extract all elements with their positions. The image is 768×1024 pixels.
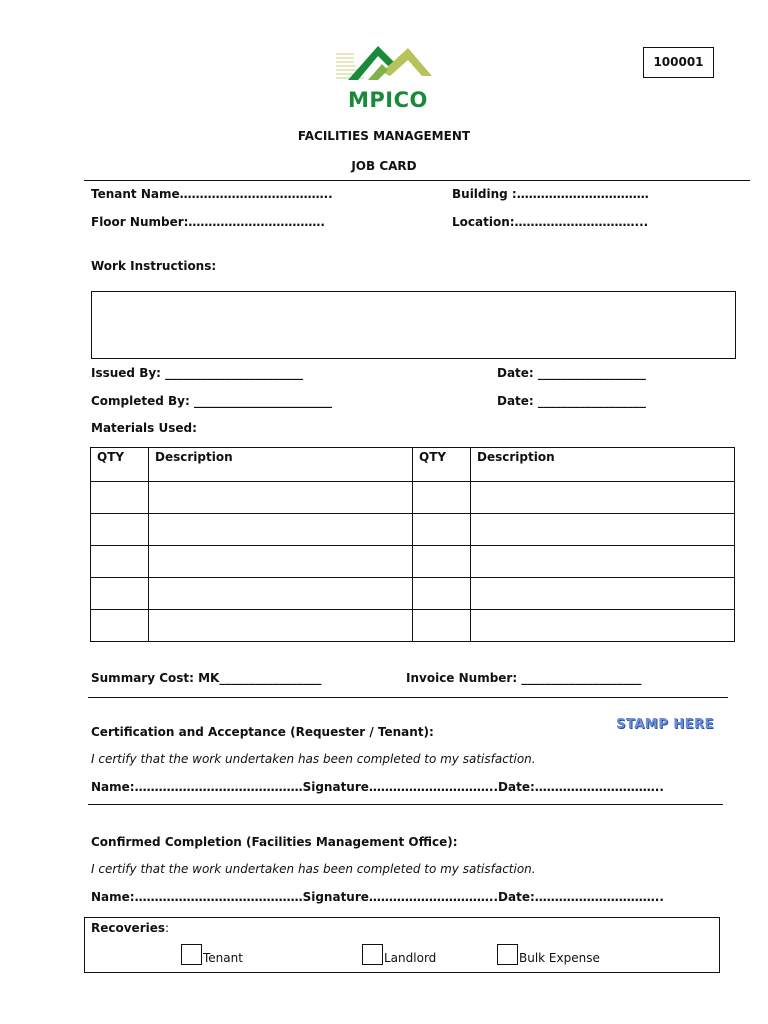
landlord-checkbox[interactable]: [362, 944, 383, 965]
location-field[interactable]: Location:…………………………...: [452, 215, 649, 229]
qty-cell[interactable]: [91, 610, 149, 642]
recoveries-label-wrap: [91, 921, 169, 935]
recoveries-label: Recoveries: [91, 921, 166, 935]
recoveries-box: [84, 917, 720, 973]
qty-cell[interactable]: [413, 546, 471, 578]
table-row: [91, 514, 735, 546]
confirmation-heading: Confirmed Completion (Facilities Management Office):: [91, 835, 458, 849]
materials-table: [90, 447, 735, 642]
qty-header: QTY: [91, 448, 149, 482]
floor-number-field[interactable]: Floor Number:…………………………….: [91, 215, 325, 229]
description-header: Description: [471, 448, 735, 482]
certification-statement: I certify that the work undertaken has been completed to my satisfaction.: [91, 752, 536, 766]
work-instructions-label: Work Instructions:: [91, 259, 217, 273]
qty-cell[interactable]: [413, 482, 471, 514]
description-cell[interactable]: [471, 514, 735, 546]
summary-cost-field[interactable]: Summary Cost: MK_________________: [91, 671, 322, 685]
issued-by-field[interactable]: Issued By: _______________________: [91, 366, 304, 380]
landlord-option[interactable]: [362, 944, 436, 965]
completed-by-field[interactable]: Completed By: _______________________: [91, 394, 332, 408]
materials-header-row: [91, 448, 735, 482]
certification-divider: [88, 804, 723, 805]
description-cell[interactable]: [149, 514, 413, 546]
qty-cell[interactable]: [91, 578, 149, 610]
description-cell[interactable]: [471, 578, 735, 610]
qty-cell[interactable]: [413, 514, 471, 546]
qty-cell[interactable]: [413, 610, 471, 642]
job-number-box: [643, 47, 714, 78]
qty-cell[interactable]: [413, 578, 471, 610]
work-instructions-box[interactable]: [91, 291, 736, 359]
materials-label: Materials Used:: [91, 421, 197, 435]
summary-divider: [88, 697, 728, 698]
form-subtitle: JOB CARD: [351, 159, 417, 173]
job-number: 100001: [653, 55, 704, 69]
logo-text: MPICO: [348, 88, 428, 112]
landlord-option-label: Landlord: [384, 951, 437, 965]
invoice-number-field[interactable]: Invoice Number: ____________________: [406, 671, 642, 685]
form-title: FACILITIES MANAGEMENT: [297, 129, 471, 143]
header-divider: [84, 180, 750, 181]
description-header: Description: [149, 448, 413, 482]
confirmation-signature-line[interactable]: Name:……………………………………Signature…………………………..Date:…………………………..: [91, 890, 664, 904]
table-row: [91, 482, 735, 514]
qty-cell[interactable]: [91, 546, 149, 578]
qty-header: QTY: [413, 448, 471, 482]
description-cell[interactable]: [149, 546, 413, 578]
certification-signature-line[interactable]: Name:……………………………………Signature…………………………..Date:…………………………..: [91, 780, 664, 794]
description-cell[interactable]: [149, 610, 413, 642]
building-field[interactable]: Building :……………………………: [452, 187, 649, 201]
description-cell[interactable]: [471, 610, 735, 642]
confirmation-statement: I certify that the work undertaken has been completed to my satisfaction.: [91, 862, 536, 876]
certification-heading: Certification and Acceptance (Requester / Tenant):: [91, 725, 434, 739]
stamp-here-label: STAMP HERE: [616, 717, 714, 732]
bulk-expense-option[interactable]: [497, 944, 600, 965]
description-cell[interactable]: [471, 546, 735, 578]
tenant-checkbox[interactable]: [181, 944, 202, 965]
roof-logo-icon: [334, 42, 434, 92]
recoveries-colon: :: [165, 921, 170, 935]
description-cell[interactable]: [149, 578, 413, 610]
description-cell[interactable]: [149, 482, 413, 514]
qty-cell[interactable]: [91, 514, 149, 546]
tenant-option-label: Tenant: [203, 951, 243, 965]
table-row: [91, 610, 735, 642]
description-cell[interactable]: [471, 482, 735, 514]
tenant-name-field[interactable]: Tenant Name………………………………..: [91, 187, 333, 201]
issued-date-field[interactable]: Date: __________________: [497, 366, 646, 380]
completed-date-field[interactable]: Date: __________________: [497, 394, 646, 408]
qty-cell[interactable]: [91, 482, 149, 514]
bulk-expense-option-label: Bulk Expense: [519, 951, 600, 965]
table-row: [91, 578, 735, 610]
tenant-option[interactable]: [181, 944, 243, 965]
bulk-expense-checkbox[interactable]: [497, 944, 518, 965]
table-row: [91, 546, 735, 578]
mpico-logo: [334, 42, 434, 114]
